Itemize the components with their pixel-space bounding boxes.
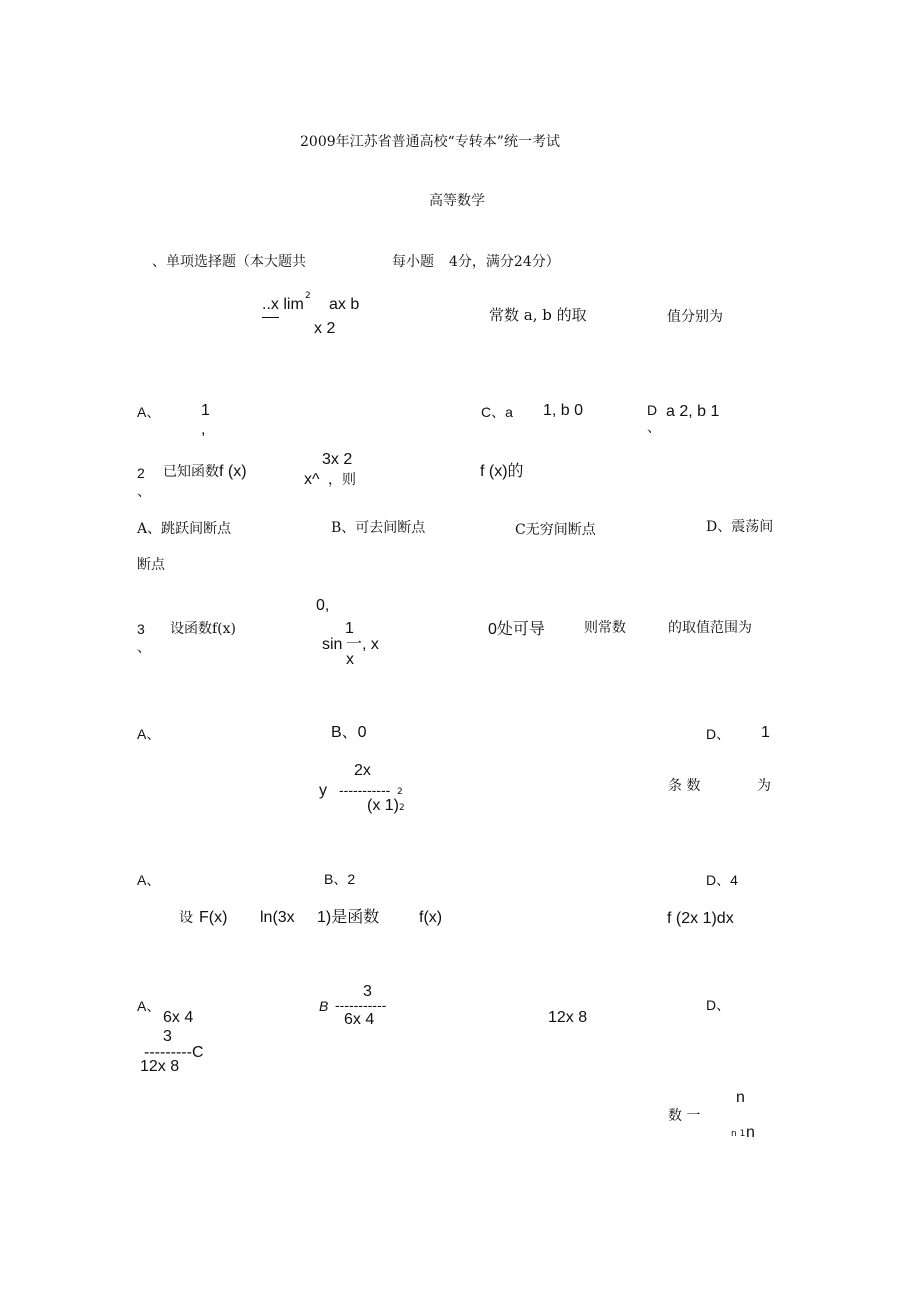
q1-limit-superscript: 2	[305, 291, 311, 301]
q2-option-c: C无穷间断点	[515, 522, 596, 538]
q3-piece-x: x	[346, 651, 354, 668]
q2-denominator: x^	[304, 471, 320, 488]
q5-option-b-numerator: 3	[363, 983, 372, 1000]
q6-n-main: n	[746, 1124, 755, 1141]
q2-fx-text: f (x)的	[480, 463, 524, 480]
q3-option-d-label: D、	[706, 726, 731, 742]
q3-piece-one: 1	[345, 620, 354, 637]
q4-option-a: A、	[137, 872, 161, 888]
q1-text-cont: 值分别为	[667, 309, 723, 325]
q3-option-b: B、0	[331, 724, 367, 741]
q3-piece-sin: sin	[322, 636, 343, 653]
q2-option-d: D、震荡间	[706, 519, 774, 535]
q5-option-b-denominator: 6x 4	[344, 1011, 375, 1028]
q4-option-b: B、2	[324, 871, 356, 887]
q5-Fx: F(x)	[199, 909, 228, 926]
q1-option-d-value: a 2, b 1	[666, 403, 720, 420]
q4-text-wei: 为	[757, 778, 771, 794]
q6-n-subscript: n 1	[731, 1129, 746, 1139]
q1-text: 常数 a, b 的取	[489, 306, 587, 324]
section-heading-score: 4分，满分24分）	[449, 254, 560, 270]
q4-option-d: D、4	[706, 872, 738, 888]
q3-option-d-value: 1	[761, 724, 770, 741]
q6-text: 数 一	[668, 1108, 701, 1124]
q5-integral: f (2x 1)dx	[667, 910, 734, 927]
q1-option-a-label: A、	[137, 404, 161, 420]
q1-option-a-comma: ,	[201, 421, 206, 438]
q3-constant: 则常数	[584, 620, 626, 636]
q5-option-b-fraction-line: -----------	[335, 997, 387, 1013]
q2-number-mark: 、	[137, 483, 151, 499]
q5-ln: ln(3x	[260, 909, 295, 926]
q1-option-c-label: C、a	[481, 404, 513, 420]
q6-n-top: n	[736, 1089, 745, 1106]
q1-limit-right: ax b	[329, 296, 360, 313]
q2-numerator: 3x 2	[322, 451, 353, 468]
q1-option-a-value: 1	[201, 402, 210, 419]
q5-she: 设	[179, 910, 193, 926]
q4-numerator: 2x	[354, 762, 371, 779]
q1-limit-left: ..x lim	[262, 296, 304, 313]
q5-option-c-denominator: 12x 8	[548, 1009, 588, 1026]
q4-fraction-line: -----------	[339, 782, 391, 798]
q3-number-mark: 、	[137, 639, 151, 655]
q3-number: 3	[137, 621, 145, 637]
q4-line-subscript: 2	[397, 787, 403, 797]
q5-option-a-label: A、	[137, 998, 161, 1014]
q2-number: 2	[137, 465, 145, 481]
section-heading: 、单项选择题（本大题共	[152, 254, 306, 270]
q4-y: y	[319, 782, 327, 799]
q3-text: 设函数f(x)	[170, 621, 237, 637]
q1-option-c-value: 1, b 0	[543, 402, 584, 419]
q3-range: 的取值范围为	[668, 620, 752, 636]
q5-option-a-denominator2: 12x 8	[140, 1058, 180, 1075]
q3-piece-mid: 一, x	[346, 636, 379, 653]
q3-differentiable: 0处可导	[488, 621, 545, 638]
q4-denominator-subscript: 2	[399, 803, 405, 813]
q2-option-d-cont: 断点	[137, 557, 165, 573]
q5-option-a-denominator: 6x 4	[163, 1009, 194, 1026]
q1-option-d-mark: 、	[647, 419, 661, 435]
q2-option-b: B、可去间断点	[331, 520, 426, 536]
q5-function: 1)是函数	[317, 909, 380, 926]
q5-option-a-fraction-line: ---------C	[144, 1044, 204, 1061]
q4-denominator: (x 1)	[367, 797, 399, 814]
q5-option-a-numerator2: 3	[163, 1028, 172, 1045]
q3-piece-top: 0,	[316, 597, 330, 614]
subject-title: 高等数学	[429, 193, 485, 209]
exam-title: 2009年江苏省普通高校“专转本”统一考试	[300, 134, 560, 150]
q5-option-d: D、	[706, 997, 731, 1013]
q4-text: 条 数	[668, 778, 701, 794]
q2-option-a: A、跳跃间断点	[137, 521, 232, 537]
q5-fx: f(x)	[419, 909, 443, 926]
q1-limit-below: x 2	[314, 320, 336, 337]
section-heading-per-question: 每小题	[392, 254, 434, 270]
q1-limit-bar	[262, 317, 279, 318]
q2-fx: f (x)	[219, 463, 247, 480]
q2-text: 已知函数	[163, 464, 219, 480]
q2-then: ，则	[328, 472, 356, 488]
q5-option-b-label: B	[319, 998, 329, 1014]
q1-option-d-label: D	[647, 402, 658, 418]
q3-option-a: A、	[137, 726, 161, 742]
